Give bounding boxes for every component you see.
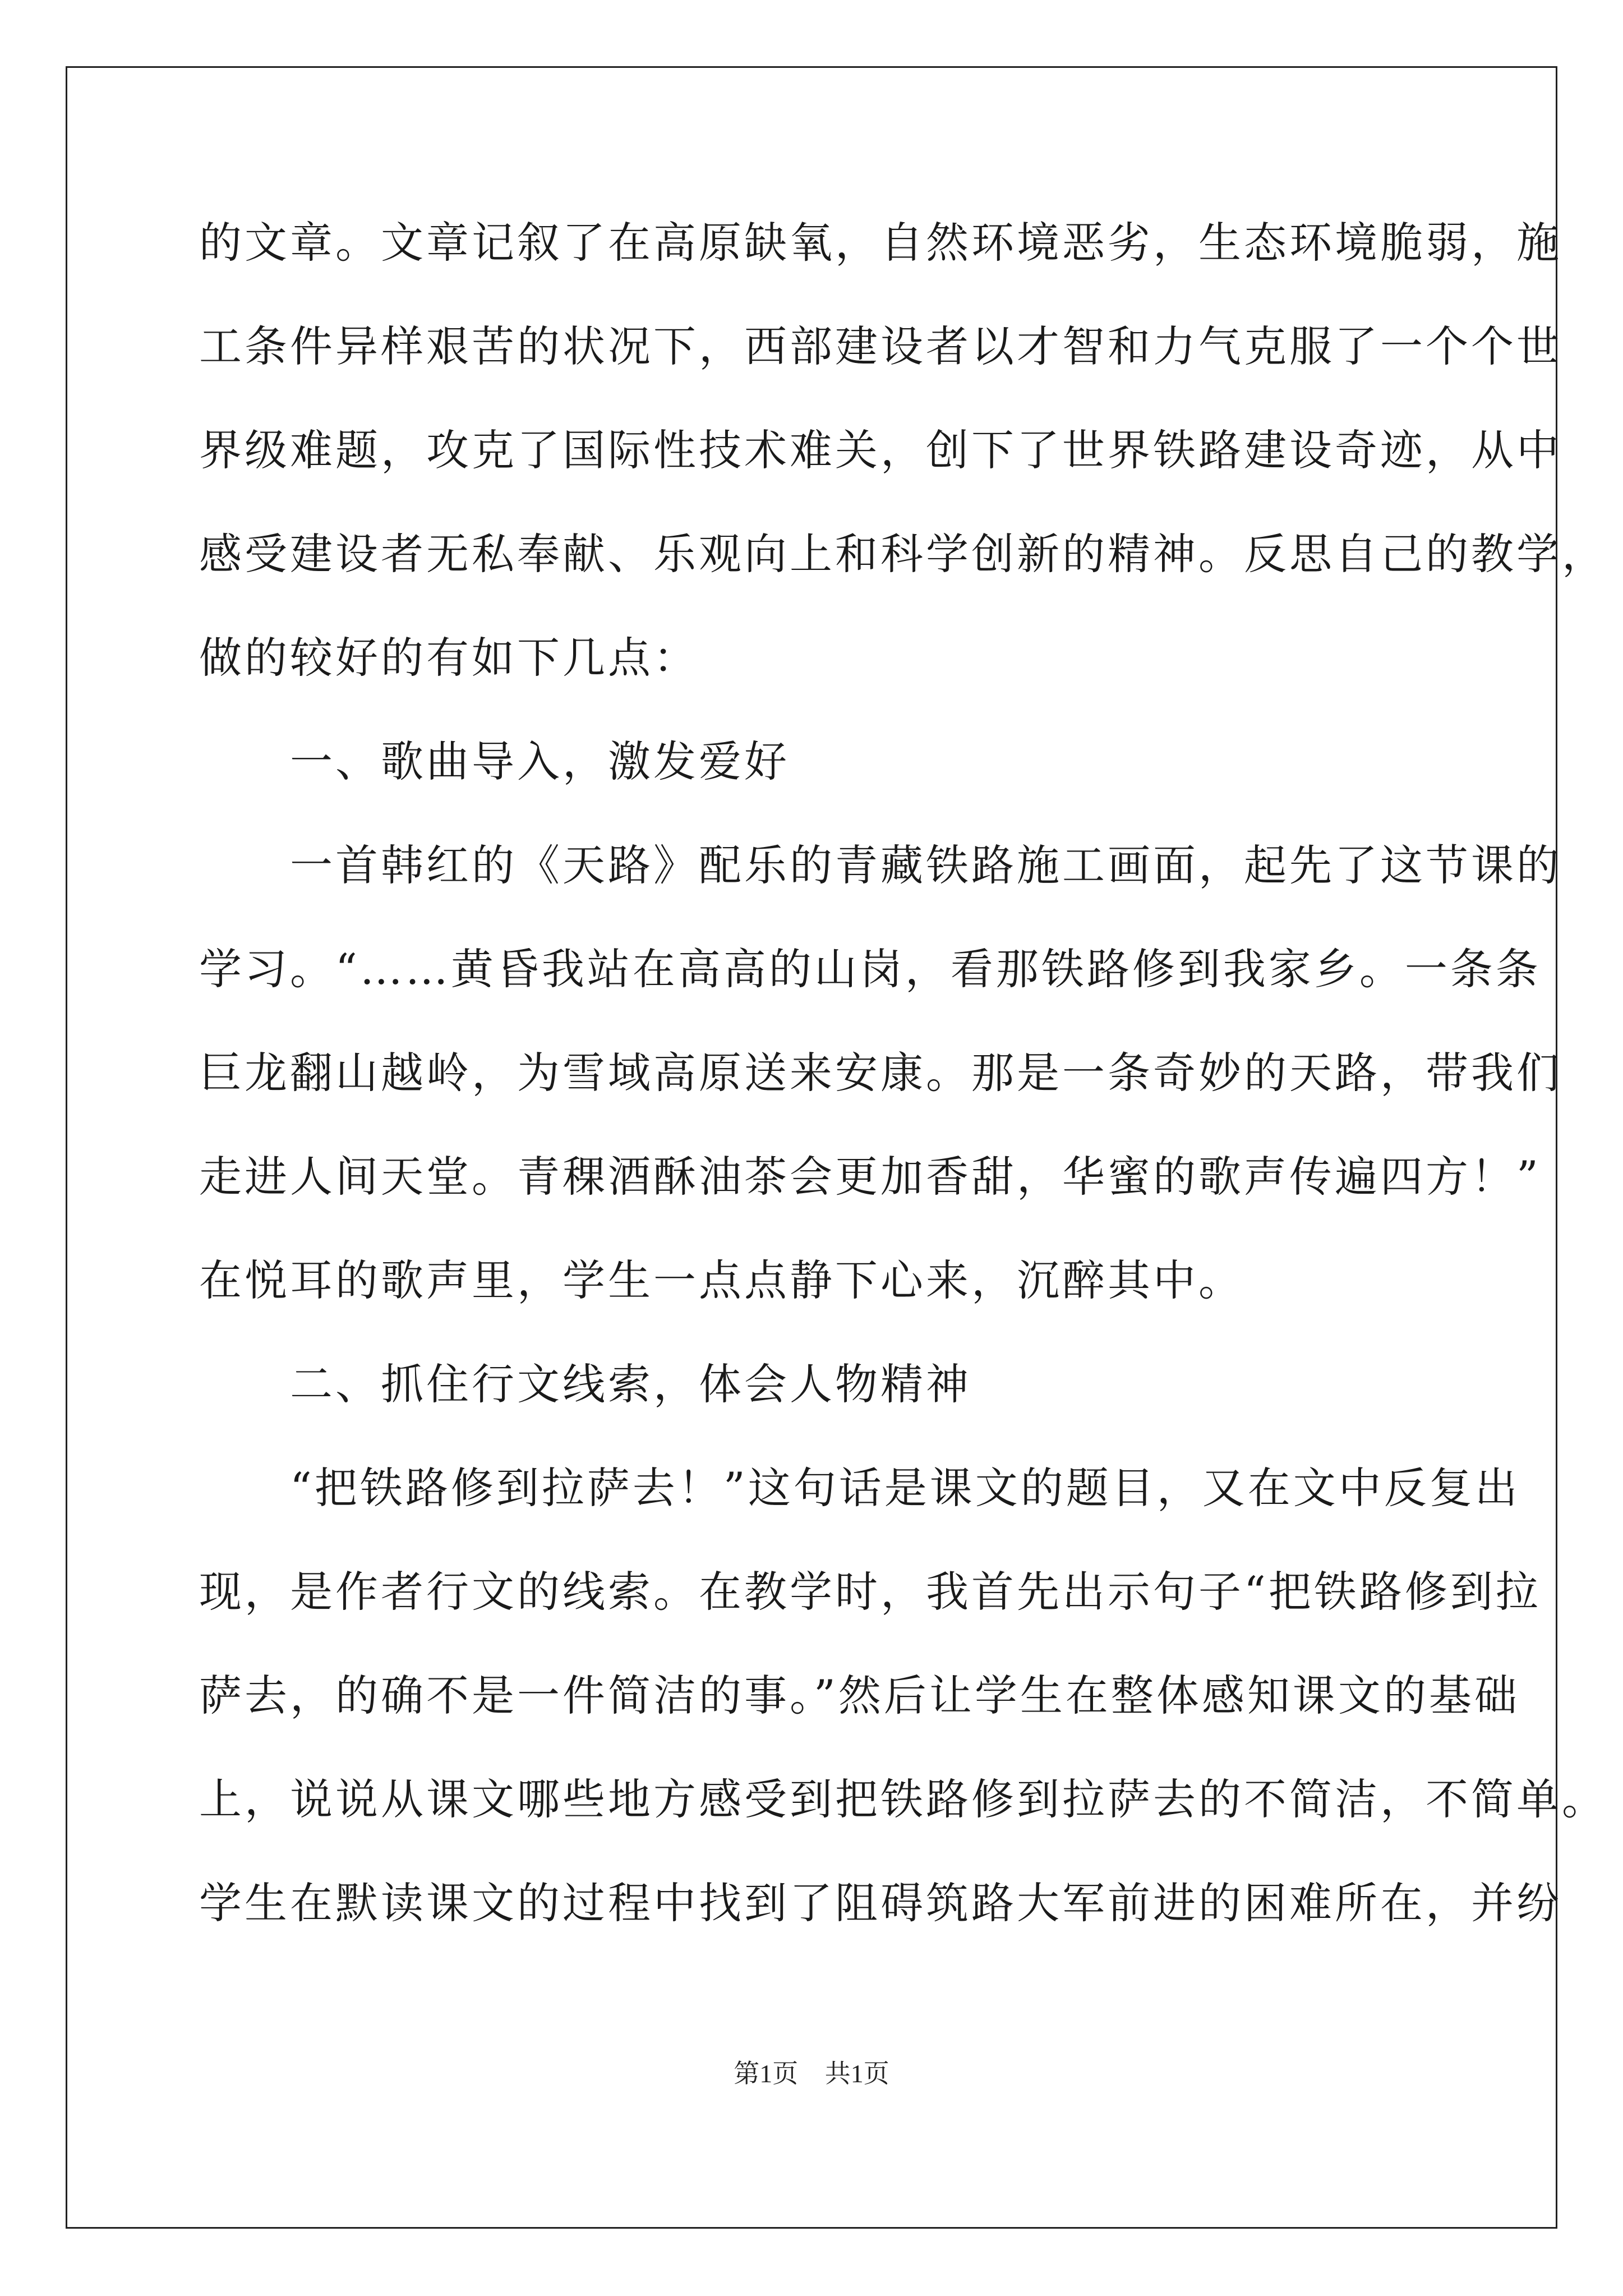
text-line: 工条件异样艰苦的状况下，西部建设者以才智和力气克服了一个个世 <box>199 321 1562 371</box>
text-line: 学习。“……黄昏我站在高高的山岗，看那铁路修到我家乡。一条条 <box>199 944 1541 994</box>
text-line: “把铁路修到拉萨去！”这句话是课文的题目，又在文中反复出 <box>199 1463 1520 1513</box>
page-footer <box>0 2053 1623 2090</box>
page-total: 共1页 <box>824 2059 889 2088</box>
text-line: 的文章。文章记叙了在高原缺氧，自然环境恶劣，生态环境脆弱，施 <box>199 218 1562 268</box>
section-heading: 二、抓住行文线索，体会人物精神 <box>199 1359 971 1409</box>
page-number: 第1页 <box>734 2059 799 2088</box>
text-line: 上，说说从课文哪些地方感受到把铁路修到拉萨去的不简洁，不简单。 <box>199 1774 1607 1824</box>
text-line: 在悦耳的歌声里，学生一点点静下心来，沉醉其中。 <box>199 1255 1244 1305</box>
text-line: 界级难题，攻克了国际性技术难关，创下了世界铁路建设奇迹，从中 <box>199 425 1562 475</box>
text-line: 走进人间天堂。青稞酒酥油茶会更加香甜，华蜜的歌声传遍四方！” <box>199 1152 1541 1202</box>
text-line: 现，是作者行文的线索。在教学时，我首先出示句子“把铁路修到拉 <box>199 1567 1541 1617</box>
document-body <box>199 218 1607 1986</box>
text-line: 做的较好的有如下几点： <box>199 633 699 683</box>
text-line: 一首韩红的《天路》配乐的青藏铁路施工画面，起先了这节课的 <box>199 840 1562 890</box>
section-heading: 一、歌曲导入，激发爱好 <box>199 737 790 786</box>
text-line: 巨龙翻山越岭，为雪域高原送来安康。那是一条奇妙的天路，带我们 <box>199 1048 1562 1098</box>
text-line: 萨去，的确不是一件简洁的事。”然后让学生在整体感知课文的基础 <box>199 1671 1520 1720</box>
text-line: 感受建设者无私奉献、乐观向上和科学创新的精神。反思自己的教学， <box>199 529 1607 579</box>
text-line: 学生在默读课文的过程中找到了阻碍筑路大军前进的困难所在，并纷 <box>199 1878 1562 1928</box>
